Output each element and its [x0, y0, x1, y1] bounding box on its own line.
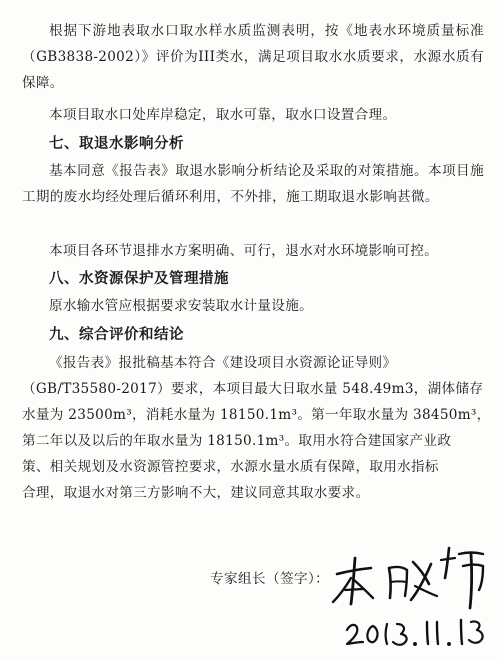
section-heading-impact-analysis: 七、取退水影响分析 [49, 136, 184, 152]
conclusion-line: 水量为 23500m³，消耗水量为 18150.1m³。第一年取水量为 38450m³， [22, 407, 491, 423]
intake-location-paragraph: 本项目取水口处库岸稳定，取水可靠，取水口设置合理。 [49, 107, 397, 123]
handwritten-signature [327, 538, 497, 658]
water-quality-paragraph: 根据下游地表取水口取水样水质监测表明，按《地表水环境质量标准（GB3838-2002）》评价为III类水，满足项目取水水质要求，水源水质有保障。 [22, 23, 484, 91]
conclusion-line: 合理，取退水对第三方影响不大，建议同意其取水要求。 [22, 485, 370, 501]
conclusion-line: 策、相关规划及水资源管控要求，水源水量水质有保障，取用水指标 [22, 459, 439, 475]
conclusion-line: （GB/T35580-2017）要求，本项目最大日取水量 548.49m3，湖体储存 [22, 381, 484, 397]
section-heading-conclusion: 九、综合评价和结论 [49, 327, 184, 343]
impact-analysis-paragraph: 基本同意《报告表》取退水影响分析结论及采取的对策措施。本项目施工期的废水均经处理后循环利用，不外排，施工期取退水影响甚微。 [22, 163, 484, 205]
conclusion-line: 《报告表》报批稿基本符合《建设项目水资源论证导则》 [49, 355, 397, 371]
conclusion-line: 第二年以及以后的年取水量为 18150.1m³。取用水符合建国家产业政 [22, 433, 452, 449]
drainage-plan-paragraph: 本项目各环节退排水方案明确、可行，退水对水环境影响可控。 [49, 243, 439, 259]
section-heading-protection-measures: 八、水资源保护及管理措施 [49, 271, 229, 287]
signature-label: 专家组长（签字）： [210, 571, 330, 587]
metering-paragraph: 原水输水管应根据要求安装取水计量设施。 [49, 298, 313, 314]
